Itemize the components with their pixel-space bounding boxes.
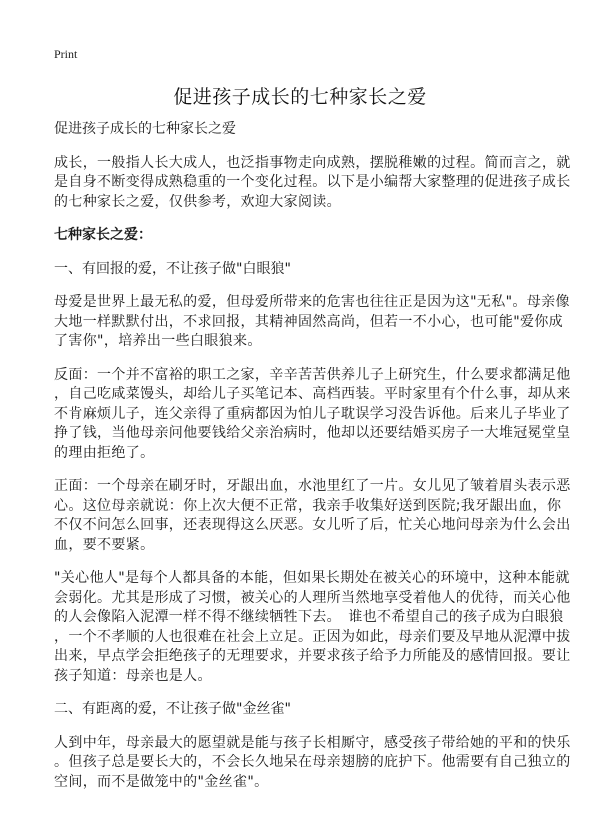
text-line: 会弱化。尤其是形成了习惯，被关心的人理所当然地享受着他人的优待，而关心他 <box>54 589 571 606</box>
text-line: 是自身不断变得成熟稳重的一个变化过程。以下是小编帮大家整理的促进孩子成长 <box>54 174 571 190</box>
text-line: 空间，而不是做笼中的"金丝雀"。 <box>54 773 269 790</box>
text-line: 成长，一般指人长大成人，也泛指事物走向成熟，摆脱稚嫩的过程。简而言之，就 <box>54 154 571 171</box>
section-1-paragraph-1 <box>54 293 570 352</box>
text-line: 反面：一个并不富裕的职工之家，辛辛苦苦供养儿子上研究生，什么要求都满足他 <box>54 366 571 383</box>
text-line: 挣了钱，当他母亲问他要钱给父亲治病时，他却以还要结婚买房子一大堆冠冕堂皇 <box>54 425 571 441</box>
text-line: 孩子知道：母亲也是人。 <box>54 667 212 684</box>
text-line: 不肯麻烦儿子，连父亲得了重病都因为怕儿子耽误学习没告诉他。后来儿子毕业了 <box>54 405 571 422</box>
section-1-paragraph-3 <box>54 477 571 555</box>
section-1-heading: 一、有回报的爱，不让孩子做"白眼狼" <box>54 260 291 277</box>
intro-paragraph <box>54 154 571 213</box>
text-line: 。但孩子总是要长大的，不会长久地呆在母亲翅膀的庇护下。他需要有自己独立的 <box>54 754 571 770</box>
text-line: 正面：一个母亲在刷牙时，牙龈出血，水池里红了一片。女儿见了皱着眉头表示恶 <box>54 478 571 494</box>
text-line: 大地一样默默付出，不求回报，其精神固然高尚，但若一不小心，也可能"爱你成 <box>54 313 564 330</box>
text-line: 不仅不问怎么回事，还表现得这么厌恶。女儿听了后，忙关心地问母亲为什么会出 <box>54 517 571 533</box>
text-line: "关心他人"是每个人都具备的本能，但如果长期处在被关心的环境中，这种本能就 <box>54 570 570 586</box>
text-line: 的人会像陷入泥潭一样不得不继续牺牲下去。 谁也不希望自己的孩子成为白眼狼 <box>54 609 564 625</box>
document-subtitle: 促进孩子成长的七种家长之爱 <box>54 121 236 137</box>
document-title: 促进孩子成长的七种家长之爱 <box>173 86 427 108</box>
print-label: Print <box>54 47 78 61</box>
text-line: 了害你"，培养出一些白眼狼来。 <box>54 333 262 349</box>
text-line: 人到中年，母亲最大的愿望就是能与孩子长相厮守，感受孩子带给她的平和的快乐 <box>54 734 571 751</box>
text-line: 血，要不要紧。 <box>54 536 155 553</box>
text-line: ，自己吃咸菜馒头，却给儿子买笔记本、高档西装。平时家里有个什么事，却从来 <box>54 386 571 402</box>
section-2-paragraph-1 <box>54 734 571 793</box>
text-line: ，一个不孝顺的人也很难在社会上立足。正因为如此，母亲们要及早地从泥潭中拔 <box>54 628 571 645</box>
text-line: 母爱是世界上最无私的爱，但母爱所带来的危害也往往正是因为这"无私"。母亲像 <box>54 294 570 310</box>
text-line: 出来，早点学会拒绝孩子的无理要求，并要求孩子给予力所能及的感情回报。要让 <box>54 648 571 664</box>
document-body <box>54 120 571 792</box>
text-line: 的七种家长之爱，仅供参考，欢迎大家阅读。 <box>54 193 341 210</box>
section-1-paragraph-2 <box>54 366 571 464</box>
section-2-heading: 二、有距离的爱，不让孩子做"金丝雀" <box>54 701 291 717</box>
text-line: 心。这位母亲就说：你上次大便不正常，我亲手收集好送到医院;我牙龈出血，你 <box>54 497 562 514</box>
section-heading-bold: 七种家长之爱： <box>54 227 152 243</box>
section-1-paragraph-4 <box>54 569 571 686</box>
text-line: 的理由拒绝了。 <box>54 444 155 461</box>
